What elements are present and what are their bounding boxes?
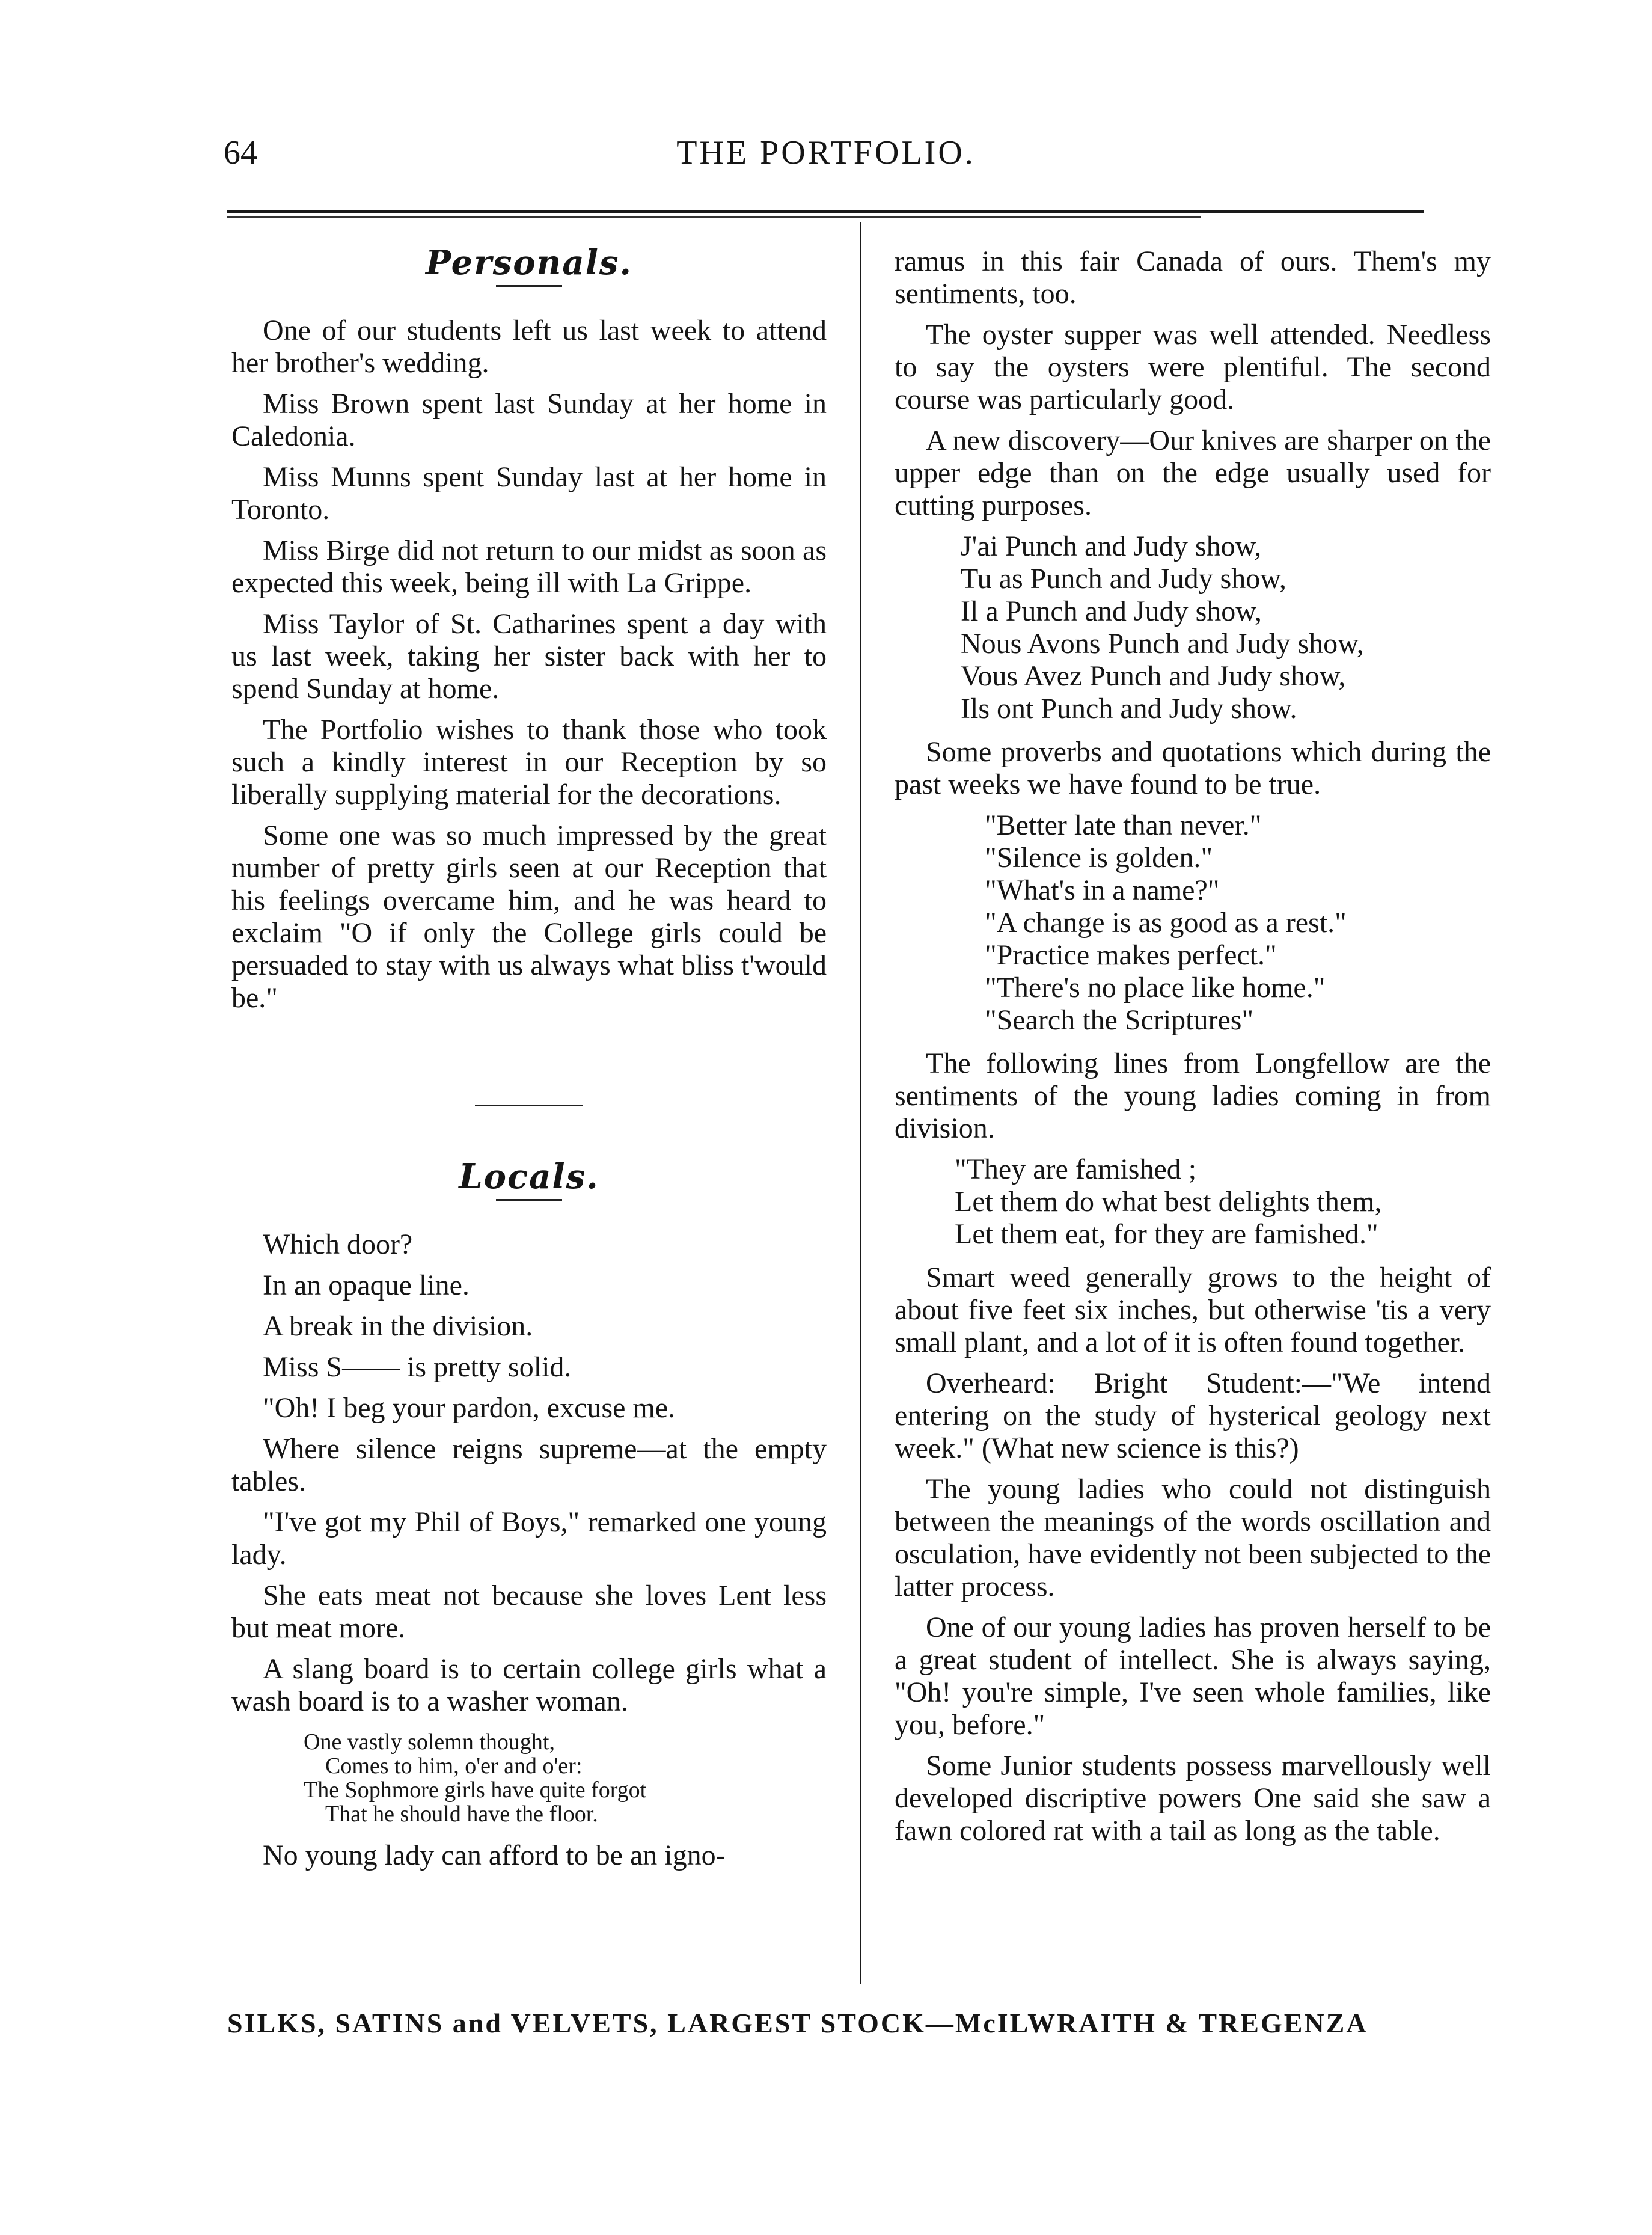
- local-item: A new discovery—Our knives are sharper on the upper edge than on the edge usually used for cutting purposes.: [895, 425, 1491, 521]
- local-item: Overheard: Bright Student:—"We intend entering on the study of hysterical geology next week." (What new science is this?): [895, 1367, 1491, 1464]
- local-item: The oyster supper was well attended. Needless to say the oysters were plentiful. The second course was particularly good.: [895, 319, 1491, 415]
- local-item: Which door?: [263, 1228, 413, 1260]
- column-divider: [860, 222, 861, 1984]
- verse-line: Tu as Punch and Judy show,: [961, 563, 1286, 595]
- verse-line: Nous Avons Punch and Judy show,: [961, 628, 1364, 660]
- proverb: "Silence is golden.": [985, 842, 1213, 874]
- proverbs-list: [895, 809, 1491, 1037]
- section-separator: [475, 1105, 583, 1106]
- local-item: A slang board is to certain college girls what a wash board is to a washer woman.: [231, 1653, 827, 1717]
- local-item: "I've got my Phil of Boys," remarked one young lady.: [231, 1506, 827, 1571]
- quote-line: "They are famished ;: [955, 1153, 1197, 1185]
- poem-line: That he should have the floor.: [325, 1801, 598, 1827]
- poem-line: The Sophmore girls have quite forgot: [304, 1777, 647, 1803]
- personal-item: The Portfolio wishes to thank those who took such a kindly interest in our Reception by so liberally supplying material for the decorations.: [231, 714, 827, 811]
- footer-advertisement: SILKS, SATINS and VELVETS, LARGEST STOCK—McILWRAITH & TREGENZA: [227, 2008, 1368, 2038]
- personal-item: One of our students left us last week to attend her brother's wedding.: [231, 314, 827, 379]
- local-item: "Oh! I beg your pardon, excuse me.: [263, 1392, 676, 1424]
- personals-heading: Personals.: [426, 243, 632, 283]
- local-item: One of our young ladies has proven herself to be a great student of intellect. She is always saying, "Oh! you're simple, I've seen whole families, like you, before.": [895, 1611, 1491, 1741]
- local-item: In an opaque line.: [263, 1269, 470, 1301]
- local-item: The young ladies who could not distinguish between the meanings of the words oscillation and osculation, have evidently not been subjected to the latter process.: [895, 1473, 1491, 1602]
- header-rule-thin: [227, 216, 1201, 218]
- running-title: THE PORTFOLIO.: [676, 134, 976, 171]
- proverb: "What's in a name?": [985, 874, 1220, 906]
- local-item: Smart weed generally grows to the height of about five feet six inches, but otherwise 'tis a very small plant, and a lot of it is often found together.: [895, 1262, 1491, 1358]
- continued-paragraph: ramus in this fair Canada of ours. Them's my sentiments, too.: [895, 245, 1491, 310]
- quote-line: Let them do what best delights them,: [955, 1186, 1382, 1218]
- right-column: [895, 245, 1491, 1856]
- proverb: "Search the Scriptures": [985, 1004, 1254, 1036]
- proverb: "Practice makes perfect.": [985, 939, 1277, 971]
- verse-line: J'ai Punch and Judy show,: [961, 530, 1262, 562]
- local-item: Some Junior students possess marvellously well developed discriptive powers One said she saw a fawn colored rat with a tail as long as the table.: [895, 1750, 1491, 1847]
- proverb: "A change is as good as a rest.": [985, 907, 1347, 939]
- poem-line: Comes to him, o'er and o'er:: [325, 1753, 583, 1779]
- local-item: A break in the division.: [263, 1310, 533, 1342]
- heading-rule: [496, 1199, 562, 1201]
- verse-line: Vous Avez Punch and Judy show,: [961, 660, 1346, 692]
- verse-line: Ils ont Punch and Judy show.: [961, 693, 1297, 725]
- page-number: 64: [224, 134, 257, 171]
- proverb: "There's no place like home.": [985, 972, 1326, 1004]
- longfellow-intro: The following lines from Longfellow are the sentiments of the young ladies coming in from division.: [895, 1047, 1491, 1144]
- personal-item: Miss Munns spent Sunday last at her home in Toronto.: [231, 461, 827, 526]
- local-item: Where silence reigns supreme—at the empty tables.: [231, 1433, 827, 1497]
- proverbs-intro: Some proverbs and quotations which during the past weeks we have found to be true.: [895, 736, 1491, 800]
- proverb: "Better late than never.": [985, 809, 1262, 841]
- personal-item: Miss Taylor of St. Catharines spent a day with us last week, taking her sister back with her to spend Sunday at home.: [231, 608, 827, 705]
- closing-line: No young lady can afford to be an igno-: [263, 1839, 726, 1871]
- locals-heading: Locals.: [459, 1157, 599, 1197]
- small-poem: [231, 1730, 827, 1826]
- personal-item: Miss Brown spent last Sunday at her home in Caledonia.: [231, 388, 827, 452]
- header-rule: [227, 210, 1424, 213]
- poem-line: One vastly solemn thought,: [304, 1729, 555, 1755]
- quote-line: Let them eat, for they are famished.": [955, 1218, 1378, 1250]
- local-item: She eats meat not because she loves Lent less but meat more.: [231, 1580, 827, 1644]
- heading-rule: [496, 285, 562, 287]
- punch-and-judy-verse: [895, 530, 1491, 725]
- personal-item: Some one was so much impressed by the great number of pretty girls seen at our Reception that his feelings overcame him, and he was heard to exclaim "O if only the College girls could be persuaded to stay with us always what bliss t'would be.": [231, 820, 827, 1014]
- verse-line: Il a Punch and Judy show,: [961, 595, 1262, 627]
- longfellow-quote: [895, 1153, 1491, 1251]
- left-column: [231, 235, 827, 1880]
- personal-item: Miss Birge did not return to our midst as soon as expected this week, being ill with La Grippe.: [231, 535, 827, 599]
- local-item: Miss S—— is pretty solid.: [263, 1351, 572, 1383]
